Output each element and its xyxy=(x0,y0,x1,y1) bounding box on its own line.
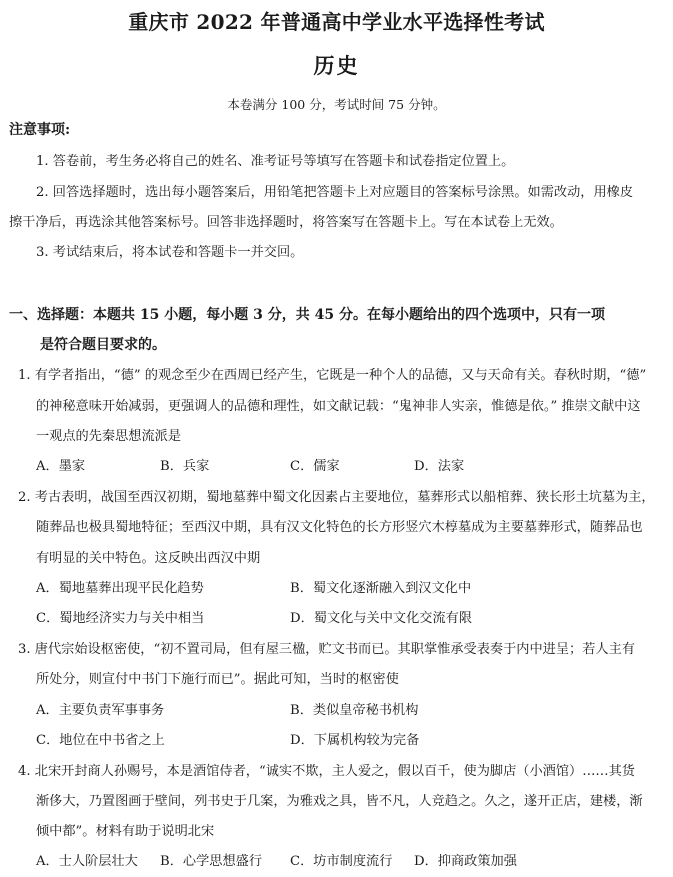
question-4-stem-line-2: 渐侈大，乃置图画于壁间，列书史于几案，为雅戏之具，皆不凡，人竞趋之。久之，遂开正店，建楼，渐 xyxy=(36,794,643,809)
question-1-stem-line-3: 一观点的先秦思想流派是 xyxy=(36,429,182,444)
question-3-option-b[interactable]: B．类似皇帝秘书机构 xyxy=(290,703,419,718)
question-3-option-d[interactable]: D．下属机构较为完备 xyxy=(290,733,420,748)
notice-item-2-line-1: 2. 回答选择题时，选出每小题答案后，用铅笔把答题卡上对应题目的答案标号涂黑。如需改动，用橡皮 xyxy=(36,185,634,200)
question-1-stem-line-1: 1. 有学者指出，“德” 的观念至少在西周已经产生，它既是一种个人的品德，又与天命有关。春秋时期，“德” xyxy=(18,368,647,383)
question-1-option-a[interactable]: A．墨家 xyxy=(36,459,86,474)
question-4-option-a[interactable]: A．士人阶层壮大 xyxy=(36,854,138,869)
question-2-stem-line-3: 有明显的关中特色。这反映出西汉中期 xyxy=(36,551,261,566)
subject-title: 历史 xyxy=(313,53,360,78)
exam-meta: 本卷满分 100 分，考试时间 75 分钟。 xyxy=(227,97,446,112)
notice-item-3: 3. 考试结束后，将本试卷和答题卡一并交回。 xyxy=(36,245,304,260)
question-3-stem-line-2: 所处分，则宣付中书门下施行而已”。据此可知，当时的枢密使 xyxy=(36,672,399,687)
question-3-stem-line-1: 3. 唐代宗始设枢密使，“初不置司局，但有屋三楹，贮文书而已。其职掌惟承受表奏于内中进呈；若人主有 xyxy=(18,642,635,657)
question-1-option-b[interactable]: B．兵家 xyxy=(160,459,210,474)
question-4-stem-line-1: 4. 北宋开封商人孙赐号，本是酒馆侍者，“诚实不欺，主人爱之，假以百千，使为脚店（小酒馆）……其货 xyxy=(18,764,635,779)
question-3-option-c[interactable]: C．地位在中书省之上 xyxy=(36,733,165,748)
question-3-option-a[interactable]: A．主要负责军事事务 xyxy=(36,703,165,718)
question-2-option-c[interactable]: C．蜀地经济实力与关中相当 xyxy=(36,611,205,626)
question-4-stem-line-3: 倾中都”。材料有助于说明北宋 xyxy=(36,824,215,839)
notice-item-1: 1. 答卷前，考生务必将自己的姓名、准考证号等填写在答题卡和试卷指定位置上。 xyxy=(36,154,515,169)
question-1-stem-line-2: 的神秘意味开始减弱，更强调人的品德和理性，如文献记载：“鬼神非人实亲，惟德是依。” 推崇文献中这 xyxy=(36,399,641,414)
question-2-stem-line-2: 随葬品也极具蜀地特征；至西汉中期，具有汉文化特色的长方形竖穴木椁墓成为主要墓葬形式，随葬品也 xyxy=(36,520,643,535)
notice-item-2-line-2: 擦干净后，再选涂其他答案标号。回答非选择题时，将答案写在答题卡上。写在本试卷上无效。 xyxy=(9,215,563,230)
question-2-option-b[interactable]: B．蜀文化逐渐融入到汉文化中 xyxy=(290,581,472,596)
question-1-option-d[interactable]: D．法家 xyxy=(414,459,465,474)
question-2-stem-line-1: 2. 考古表明，战国至西汉初期，蜀地墓葬中蜀文化因素占主要地位，墓葬形式以船棺葬、狭长形土坑墓为主， xyxy=(18,490,655,505)
section-1-heading: 一、选择题：本题共 15 小题，每小题 3 分，共 45 分。在每小题给出的四个选项中，只有一项 xyxy=(9,307,605,323)
notice-heading: 注意事项: xyxy=(9,122,71,138)
question-2-option-a[interactable]: A．蜀地墓葬出现平民化趋势 xyxy=(36,581,204,596)
question-1-option-c[interactable]: C．儒家 xyxy=(290,459,340,474)
question-4-option-c[interactable]: C．坊市制度流行 xyxy=(290,854,393,869)
exam-title: 重庆市 2022 年普通高中学业水平选择性考试 xyxy=(128,10,545,34)
question-4-option-b[interactable]: B．心学思想盛行 xyxy=(160,854,263,869)
section-1-heading-cont: 是符合题目要求的。 xyxy=(40,337,166,353)
question-2-option-d[interactable]: D．蜀文化与关中文化交流有限 xyxy=(290,611,473,626)
question-4-option-d[interactable]: D．抑商政策加强 xyxy=(414,854,517,869)
